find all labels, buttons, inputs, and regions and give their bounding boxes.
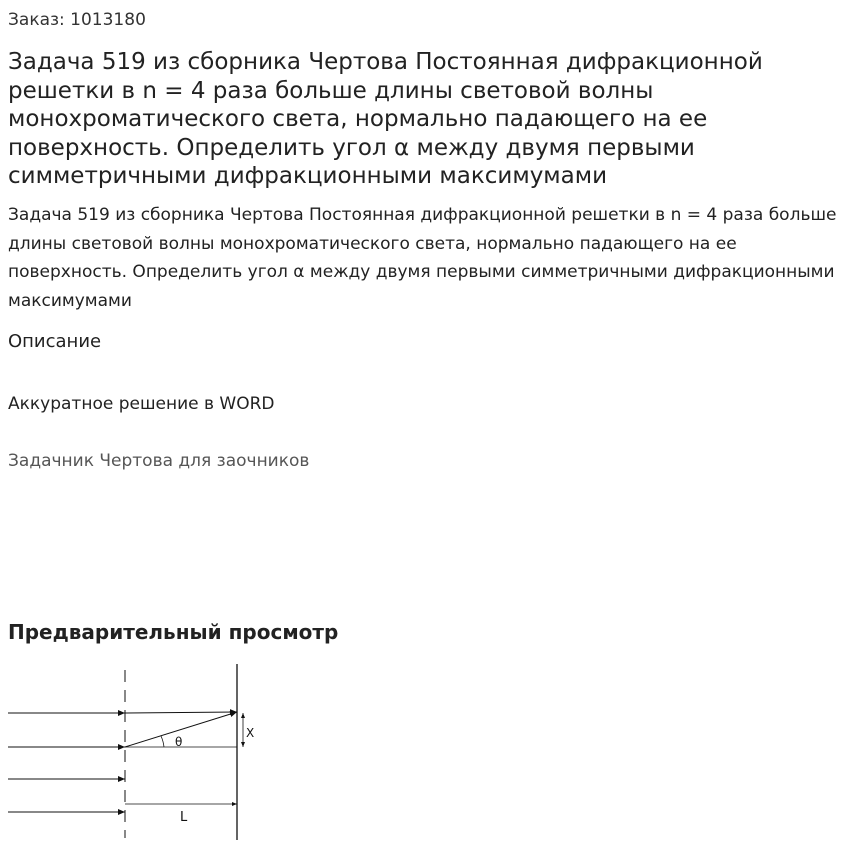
description-text: Аккуратное решение в WORD [8,394,275,414]
preview-heading: Предварительный просмотр [8,620,339,644]
problem-text: Задача 519 из сборника Чертова Постоянная дифракционной решетки в n = 4 раза больше длины световой волны монохроматического света, нормально падающего на ее поверхность. Определить угол α между двумя первыми симметричными дифракционными максимумами [8,205,837,311]
theta-label: θ [175,735,183,749]
angle-arc [161,736,164,747]
l-label: L [180,810,188,825]
page-title: Задача 519 из сборника Чертова Постоянная дифракционной решетки в n = 4 раза больше длины световой волны монохроматического света, нормально падающего на ее поверхность. Определить угол α между двумя первыми симметричными дифракционными максимумами [8,49,763,189]
central-ray [125,712,237,713]
order-number: Заказ: 1013180 [8,10,146,30]
problem-book-link[interactable]: Задачник Чертова для заочников [8,451,310,471]
preview-diagram [0,660,270,845]
description-heading: Описание [8,331,102,352]
x-label: X [246,726,255,740]
